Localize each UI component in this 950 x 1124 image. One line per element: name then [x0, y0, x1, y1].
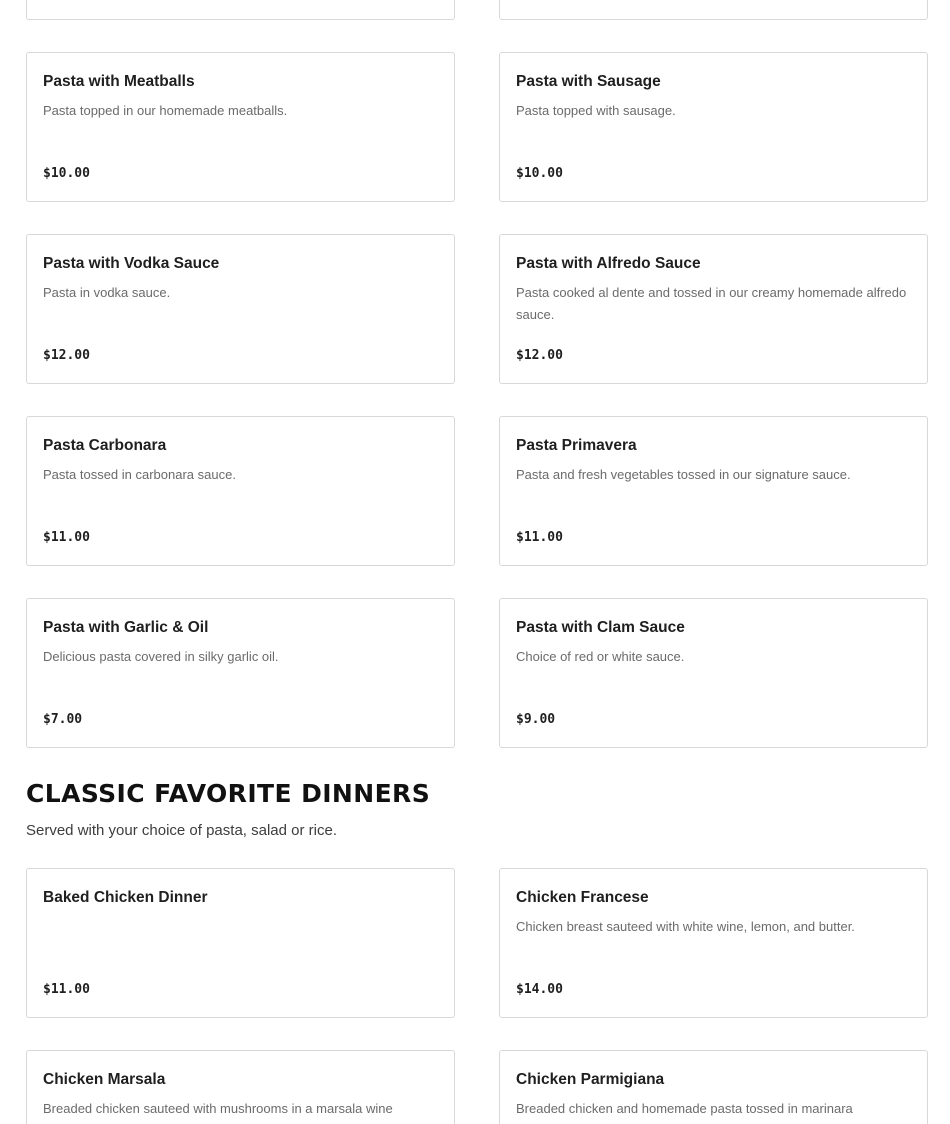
menu-item-card[interactable]: [499, 598, 928, 748]
menu-item-card[interactable]: [26, 598, 455, 748]
menu-item-description: Chicken breast sauteed with white wine, lemon, and butter.: [516, 919, 855, 934]
menu-item-price: $12.00: [516, 348, 563, 363]
menu-item-card-partial[interactable]: [499, 0, 928, 20]
menu-item-card[interactable]: [499, 416, 928, 566]
menu-item-name: Chicken Francese: [516, 889, 649, 906]
section-title: CLASSIC FAVORITE DINNERS: [26, 779, 431, 808]
menu-item-description: Delicious pasta covered in silky garlic oil.: [43, 649, 279, 664]
menu-item-name: Pasta with Sausage: [516, 73, 661, 90]
menu-item-name: Pasta with Garlic & Oil: [43, 619, 209, 636]
menu-item-description: Breaded chicken sauteed with mushrooms in a marsala wine: [43, 1101, 393, 1116]
menu-item-name: Chicken Marsala: [43, 1071, 166, 1088]
section-subtitle: Served with your choice of pasta, salad or rice.: [26, 822, 337, 839]
menu-item-card[interactable]: [26, 1050, 455, 1124]
menu-item-name: Pasta with Alfredo Sauce: [516, 255, 701, 272]
menu-item-price: $10.00: [43, 166, 90, 181]
menu-item-price: $11.00: [43, 982, 90, 997]
menu-item-description: Pasta tossed in carbonara sauce.: [43, 467, 236, 482]
menu-item-price: $9.00: [516, 712, 556, 727]
menu-item-description: Pasta and fresh vegetables tossed in our signature sauce.: [516, 467, 851, 482]
menu-item-description: Pasta topped with sausage.: [516, 103, 676, 118]
menu-item-name: Pasta with Clam Sauce: [516, 619, 685, 636]
menu-item-price: $14.00: [516, 982, 563, 997]
menu-item-card[interactable]: [499, 52, 928, 202]
menu-item-name: Chicken Parmigiana: [516, 1071, 665, 1088]
menu-item-card[interactable]: [499, 868, 928, 1018]
menu-item-description: Pasta in vodka sauce.: [43, 285, 171, 300]
menu-item-price: $11.00: [516, 530, 563, 545]
menu-item-name: Pasta Primavera: [516, 437, 637, 454]
menu-item-card[interactable]: [499, 1050, 928, 1124]
menu-item-name: Baked Chicken Dinner: [43, 889, 208, 906]
menu-item-card[interactable]: [26, 234, 455, 384]
menu-item-card[interactable]: [26, 868, 455, 1018]
menu-item-card-partial[interactable]: [26, 0, 455, 20]
menu-item-card[interactable]: [26, 52, 455, 202]
menu-item-name: Pasta with Meatballs: [43, 73, 195, 90]
menu-item-description: Pasta topped in our homemade meatballs.: [43, 103, 288, 118]
menu-item-description: Breaded chicken and homemade pasta tossed in marinara: [516, 1101, 853, 1116]
menu-item-description: Choice of red or white sauce.: [516, 649, 685, 664]
menu-item-price: $10.00: [516, 166, 563, 181]
menu-item-price: $7.00: [43, 712, 83, 727]
menu-item-price: $12.00: [43, 348, 90, 363]
menu-item-card[interactable]: [499, 234, 928, 384]
menu-item-name: Pasta Carbonara: [43, 437, 167, 454]
menu-item-price: $11.00: [43, 530, 90, 545]
menu-item-card[interactable]: [26, 416, 455, 566]
menu-item-description: Pasta cooked al dente and tossed in our creamy homemade alfredo sauce.: [516, 285, 907, 322]
menu-item-name: Pasta with Vodka Sauce: [43, 255, 220, 272]
